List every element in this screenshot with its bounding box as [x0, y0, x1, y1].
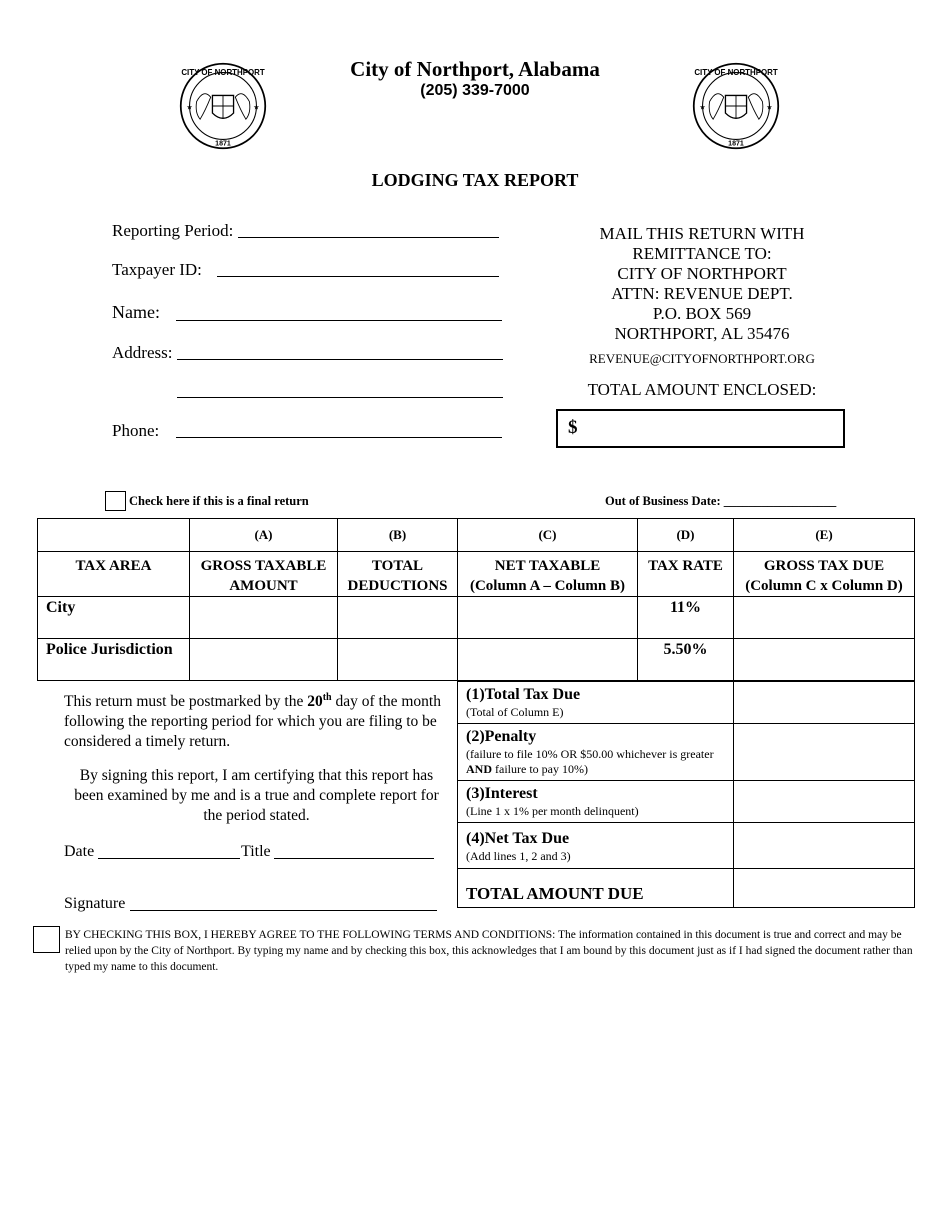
title-label: Title	[241, 843, 271, 860]
address-field-line2[interactable]	[177, 397, 503, 398]
taxpayer-id-field[interactable]	[217, 276, 499, 277]
summary-table	[457, 681, 915, 908]
total-tax-due-label: (1)Total Tax Due (Total of Column E)	[458, 682, 734, 724]
col-letter-b: (B)	[338, 519, 458, 552]
col-letter-d: (D)	[638, 519, 734, 552]
signature-field[interactable]	[130, 910, 437, 911]
form-title: LODGING TAX REPORT	[371, 170, 579, 190]
total-amount-due-cell[interactable]	[734, 869, 915, 908]
tax-table	[37, 518, 915, 681]
mail-line: P.O. BOX 569	[652, 304, 752, 323]
total-amount-due-label: TOTAL AMOUNT DUE	[458, 869, 734, 908]
col-letter-a: (A)	[190, 519, 338, 552]
total-tax-due-cell[interactable]	[734, 682, 915, 724]
svg-text:CITY OF NORTHPORT: CITY OF NORTHPORT	[181, 68, 265, 78]
svg-text:★: ★	[186, 103, 193, 112]
city-title: City of Northport, Alabama	[350, 57, 600, 81]
header-gross-taxable: GROSS TAXABLE AMOUNT	[190, 552, 338, 597]
dollar-sign: $	[568, 417, 578, 438]
total-enclosed-label: TOTAL AMOUNT ENCLOSED:	[587, 380, 817, 399]
svg-text:1871: 1871	[215, 140, 231, 148]
mail-line: REMITTANCE TO:	[632, 244, 772, 263]
police-gross-tax-due-cell[interactable]	[734, 639, 915, 681]
svg-text:★: ★	[699, 103, 706, 112]
certification-statement: By signing this report, I am certifying that this report has been examined by me and is a true and complete report for the period stated.	[74, 767, 439, 824]
mail-to-block	[557, 224, 847, 400]
mail-line: CITY OF NORTHPORT	[617, 264, 787, 283]
city-gross-taxable-cell[interactable]	[190, 597, 338, 639]
interest-cell[interactable]	[734, 781, 915, 823]
final-return-checkbox[interactable]	[105, 491, 126, 511]
col-letter-c: (C)	[458, 519, 638, 552]
summary-row	[458, 781, 915, 823]
city-phone: (205) 339-7000	[420, 82, 530, 99]
signature-label: Signature	[64, 895, 126, 912]
final-return-label: Check here if this is a final return	[129, 494, 309, 508]
col-letter-e: (E)	[734, 519, 915, 552]
reporting-period-field[interactable]	[238, 237, 499, 238]
svg-text:★: ★	[766, 103, 773, 112]
header-total-deductions: TOTAL DEDUCTIONS	[338, 552, 458, 597]
svg-text:★: ★	[253, 103, 260, 112]
penalty-label: (2)Penalty (failure to file 10% OR $50.00 whichever is greater AND failure to pay 10%)	[458, 724, 734, 781]
net-tax-due-label: (4)Net Tax Due (Add lines 1, 2 and 3)	[458, 823, 734, 869]
table-row	[38, 597, 915, 639]
address-label: Address:	[112, 343, 173, 362]
penalty-cell[interactable]	[734, 724, 915, 781]
title-field[interactable]	[274, 858, 434, 859]
phone-label: Phone:	[112, 421, 160, 440]
city-tax-rate: 11%	[638, 597, 734, 639]
agreement-checkbox[interactable]	[33, 926, 60, 953]
agreement-text: BY CHECKING THIS BOX, I HEREBY AGREE TO THE FOLLOWING TERMS AND CONDITIONS: The information contained in this document is true and correct and may be relied upon by the City of Northport. By typing my name and by checking this box, this acknowledges that I am bound by this document just as if I had signed the document rather than typed my name to this document.	[65, 929, 913, 973]
summary-row	[458, 682, 915, 724]
header-net-taxable: NET TAXABLE (Column A – Column B)	[458, 552, 638, 597]
table-row	[38, 639, 915, 681]
police-tax-rate: 5.50%	[638, 639, 734, 681]
mail-line: NORTHPORT, AL 35476	[614, 324, 790, 343]
net-tax-due-cell[interactable]	[734, 823, 915, 869]
police-deductions-cell[interactable]	[338, 639, 458, 681]
svg-text:1871: 1871	[728, 140, 744, 148]
name-label: Name:	[112, 302, 160, 322]
police-net-taxable-cell[interactable]	[458, 639, 638, 681]
out-of-business-date[interactable]: Out of Business Date: __________________	[605, 494, 837, 508]
name-field[interactable]	[176, 320, 502, 321]
mail-email: REVENUE@CITYOFNORTHPORT.ORG	[589, 351, 815, 366]
postmark-instruction: This return must be postmarked by the 20th day of the month following the reporting period for which you are filing to be considered a timely return.	[64, 692, 441, 751]
col-header-blank	[38, 519, 190, 552]
date-field[interactable]	[98, 858, 240, 859]
header-gross-tax-due: GROSS TAX DUE (Column C x Column D)	[734, 552, 915, 597]
city-net-taxable-cell[interactable]	[458, 597, 638, 639]
date-label: Date	[64, 843, 95, 860]
city-deductions-cell[interactable]	[338, 597, 458, 639]
police-gross-taxable-cell[interactable]	[190, 639, 338, 681]
summary-row	[458, 823, 915, 869]
mail-line: MAIL THIS RETURN WITH	[599, 224, 805, 243]
address-field-line1[interactable]	[177, 359, 503, 360]
taxpayer-id-label: Taxpayer ID:	[112, 260, 202, 279]
total-enclosed-input[interactable]	[556, 409, 845, 448]
row-city-label: City	[38, 597, 190, 639]
header-tax-area: TAX AREA	[38, 552, 190, 597]
reporting-period-label: Reporting Period:	[112, 221, 234, 240]
mail-line: ATTN: REVENUE DEPT.	[611, 284, 793, 303]
svg-text:CITY OF NORTHPORT: CITY OF NORTHPORT	[694, 68, 778, 78]
header-tax-rate: TAX RATE	[638, 552, 734, 597]
city-gross-tax-due-cell[interactable]	[734, 597, 915, 639]
phone-field[interactable]	[176, 437, 502, 438]
interest-label: (3)Interest (Line 1 x 1% per month delinquent)	[458, 781, 734, 823]
summary-row	[458, 724, 915, 781]
summary-row	[458, 869, 915, 908]
row-police-label: Police Jurisdiction	[38, 639, 190, 681]
